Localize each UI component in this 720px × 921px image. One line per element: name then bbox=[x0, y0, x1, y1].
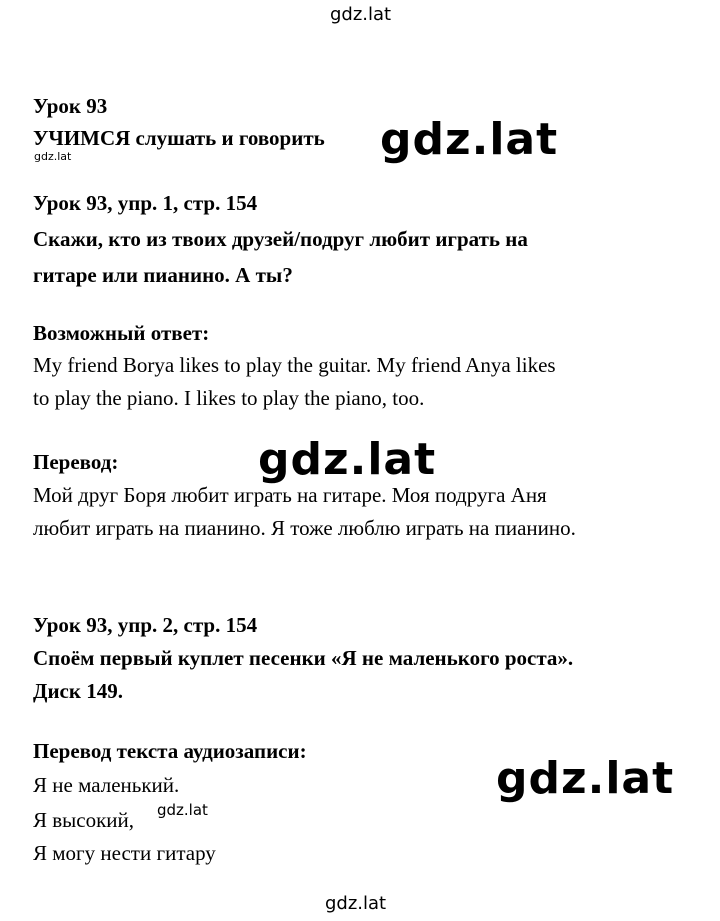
exercise2-task-line1: Споём первый куплет песенки «Я не маленького роста». bbox=[33, 646, 574, 670]
song-line-3: Я могу нести гитару bbox=[33, 841, 216, 865]
answer-line1: My friend Borya likes to play the guitar. My friend Anya likes bbox=[33, 353, 556, 377]
exercise2-task-line2: Диск 149. bbox=[33, 679, 123, 703]
song-line-1: Я не маленький. bbox=[33, 773, 180, 797]
song-line-2: Я высокий, bbox=[33, 808, 135, 832]
answer-label: Возможный ответ: bbox=[33, 321, 210, 345]
exercise1-task-line1: Скажи, кто из твоих друзей/подруг любит играть на bbox=[33, 227, 528, 251]
watermark-big-1: gdz.lat bbox=[380, 114, 559, 165]
watermark-bottom: gdz.lat bbox=[325, 893, 387, 914]
lesson-title: Урок 93 bbox=[33, 94, 108, 118]
exercise1-heading: Урок 93, упр. 1, стр. 154 bbox=[33, 191, 258, 215]
lesson-subtitle: УЧИМСЯ слушать и говорить bbox=[33, 126, 325, 150]
translation-line2: любит играть на пианино. Я тоже люблю играть на пианино. bbox=[33, 516, 576, 540]
exercise1-task-line2: гитаре или пианино. А ты? bbox=[33, 263, 293, 287]
watermark-big-3: gdz.lat bbox=[496, 753, 675, 804]
watermark-top: gdz.lat bbox=[330, 4, 392, 25]
watermark-small-2: gdz.lat bbox=[157, 801, 208, 819]
translation-line1: Мой друг Боря любит играть на гитаре. Моя подруга Аня bbox=[33, 483, 547, 507]
answer-line2: to play the piano. I likes to play the piano, too. bbox=[33, 386, 425, 410]
audio-translation-label: Перевод текста аудиозаписи: bbox=[33, 739, 307, 763]
exercise2-heading: Урок 93, упр. 2, стр. 154 bbox=[33, 613, 258, 637]
watermark-small-1: gdz.lat bbox=[34, 150, 72, 163]
translation-label: Перевод: bbox=[33, 450, 119, 474]
watermark-big-2: gdz.lat bbox=[258, 434, 437, 485]
